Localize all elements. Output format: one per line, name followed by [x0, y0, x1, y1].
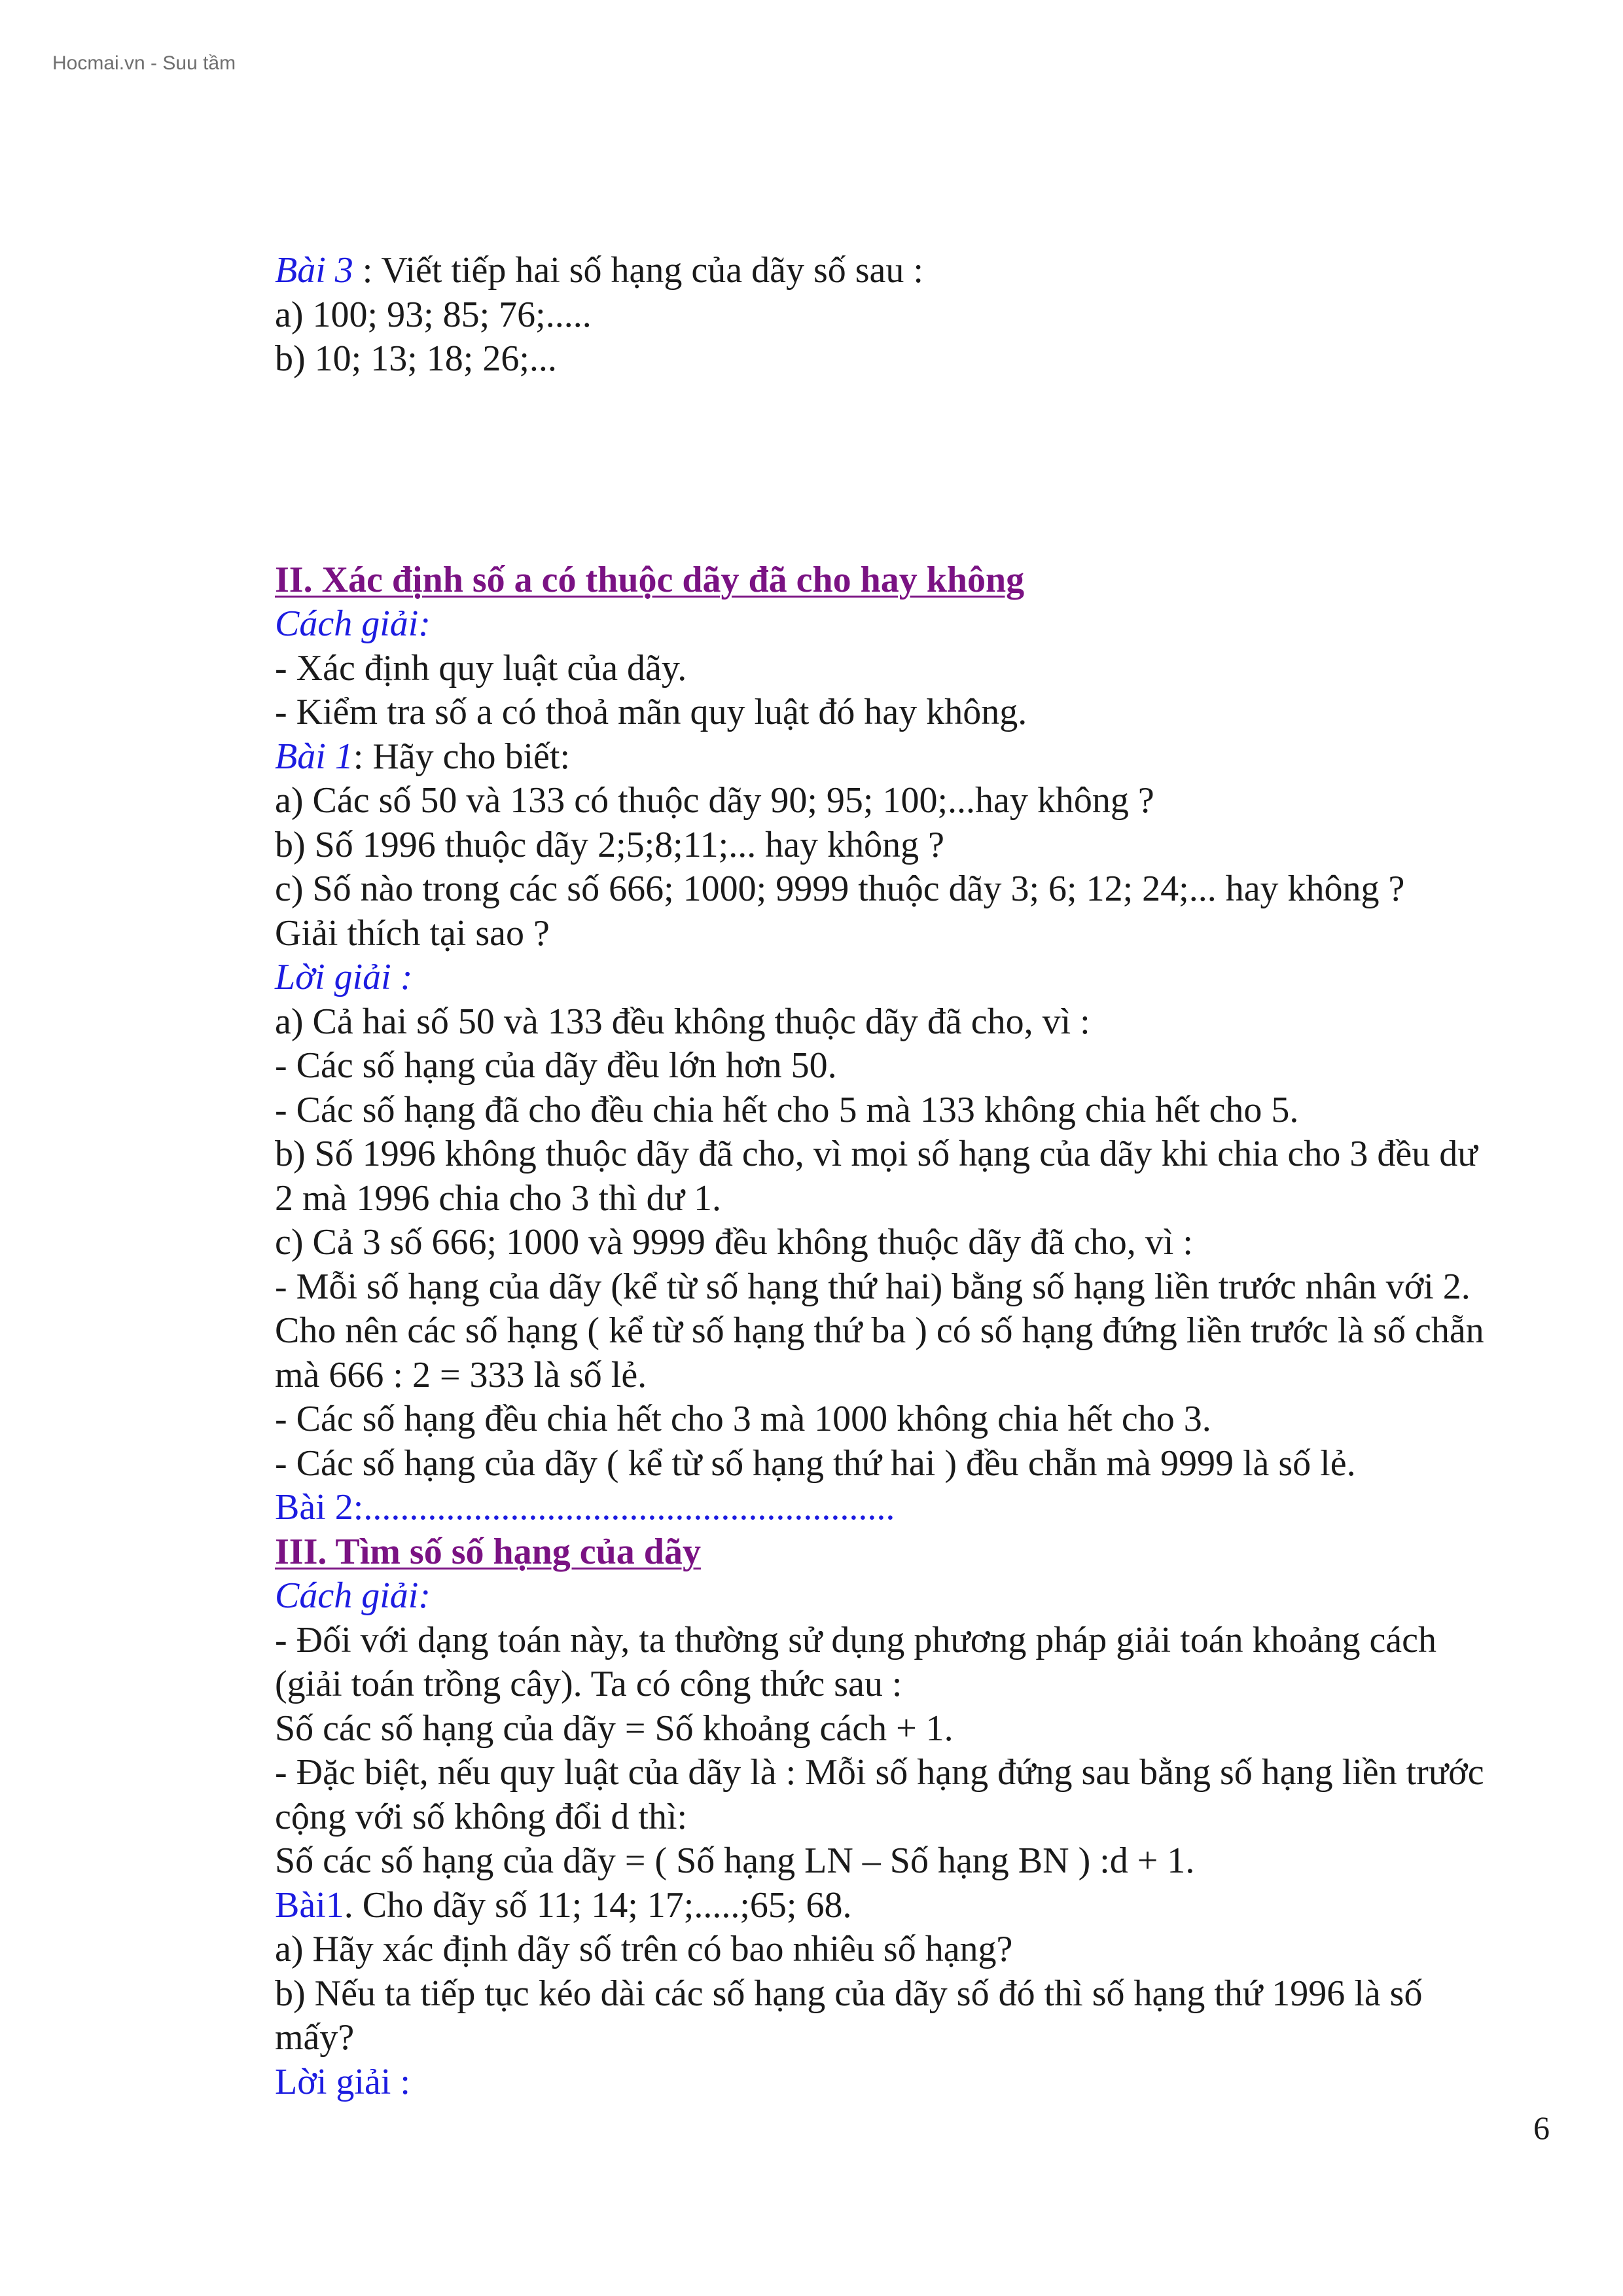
section-2-exercise-2: Bài 2:.......................................................... — [275, 1487, 895, 1528]
section-2-exercise-1-line: Giải thích tại sao ? — [275, 912, 550, 954]
section-2-exercise-1-line: c) Số nào trong các số 666; 1000; 9999 thuộc dãy 3; 6; 12; 24;... hay không ? — [275, 869, 1405, 909]
section-2-exercise-1-text: : Hãy cho biết: — [353, 736, 571, 777]
section-2-solution-line: - Các số hạng của dãy ( kể từ số hạng thứ hai ) đều chẵn mà 9999 là số lẻ. — [275, 1443, 1356, 1484]
section-2-solution-line: Cho nên các số hạng ( kể từ số hạng thứ ba ) có số hạng đứng liền trước là số chẵn — [275, 1310, 1484, 1351]
section-2-solution-line: a) Cả hai số 50 và 133 đều không thuộc dãy đã cho, vì : — [275, 1001, 1090, 1042]
section-3-exercise-1-line: mấy? — [275, 2017, 355, 2058]
section-3-method-line: - Đối với dạng toán này, ta thường sử dụng phương pháp giải toán khoảng cách — [275, 1619, 1437, 1660]
section-3-heading: III. Tìm số số hạng của dãy — [275, 1531, 701, 1572]
section-2-solution-line: - Mỗi số hạng của dãy (kể từ số hạng thứ hai) bằng số hạng liền trước nhân với 2. — [275, 1266, 1471, 1307]
section-2-exercise-1-line: b) Số 1996 thuộc dãy 2;5;8;11;... hay không ? — [275, 824, 944, 865]
section-2-method-line: - Xác định quy luật của dãy. — [275, 647, 687, 689]
section-2-exercise-1-title — [275, 735, 1571, 780]
section-3-method-line: (giải toán trồng cây). Ta có công thức sau : — [275, 1664, 902, 1704]
section-2-method-label: Cách giải: — [275, 603, 431, 644]
section-2-method-line: - Kiểm tra số a có thoả mãn quy luật đó hay không. — [275, 692, 1027, 732]
section-2-heading: II. Xác định số a có thuộc dãy đã cho hay không — [275, 559, 1025, 600]
page-number: 6 — [1533, 2109, 1550, 2146]
section-3-method-label: Cách giải: — [275, 1575, 431, 1616]
section-3-exercise-1-title — [275, 1884, 1571, 1928]
section-3-method-line: - Đặc biệt, nếu quy luật của dãy là : Mỗi số hạng đứng sau bằng số hạng liền trước — [275, 1752, 1484, 1793]
section-2-exercise-1-line: a) Các số 50 và 133 có thuộc dãy 90; 95; 100;...hay không ? — [275, 780, 1154, 821]
section-3-exercise-1-line: a) Hãy xác định dãy số trên có bao nhiêu số hạng? — [275, 1929, 1013, 1969]
section-3-exercise-1-line: b) Nếu ta tiếp tục kéo dài các số hạng của dãy số đó thì số hạng thứ 1996 là số — [275, 1973, 1423, 2014]
section-2-solution-line: b) Số 1996 không thuộc dãy đã cho, vì mọi số hạng của dãy khi chia cho 3 đều dư — [275, 1134, 1478, 1174]
section-2-solution-label: Lời giải : — [275, 957, 413, 997]
section-3-solution-label: Lời giải : — [275, 2061, 410, 2102]
section-2-solution-line: - Các số hạng đều chia hết cho 3 mà 1000 không chia hết cho 3. — [275, 1399, 1211, 1439]
exercise-3-part-b: b) 10; 13; 18; 26;... — [275, 338, 557, 379]
section-2-solution-line: mà 666 : 2 = 333 là số lẻ. — [275, 1354, 647, 1395]
exercise-3-text: : Viết tiếp hai số hạng của dãy số sau : — [353, 250, 923, 291]
section-2-solution-line: c) Cả 3 số 666; 1000 và 9999 đều không thuộc dãy đã cho, vì : — [275, 1222, 1193, 1263]
section-3-exercise-1-label: Bài1 — [275, 1884, 344, 1926]
section-2-solution-line: - Các số hạng của dãy đều lớn hơn 50. — [275, 1045, 837, 1086]
section-3-method-line: cộng với số không đổi d thì: — [275, 1796, 688, 1837]
exercise-3-part-a: a) 100; 93; 85; 76;..... — [275, 294, 592, 335]
section-3-method-line: Số các số hạng của dãy = ( Số hạng LN – Số hạng BN ) :d + 1. — [275, 1840, 1195, 1881]
exercise-3-label: Bài 3 — [275, 250, 353, 291]
document-body — [275, 249, 1571, 2104]
section-2-solution-line: 2 mà 1996 chia cho 3 thì dư 1. — [275, 1177, 722, 1219]
section-3-method-line: Số các số hạng của dãy = Số khoảng cách + 1. — [275, 1708, 954, 1749]
section-2-solution-line: - Các số hạng đã cho đều chia hết cho 5 mà 133 không chia hết cho 5. — [275, 1089, 1299, 1130]
exercise-3-title — [275, 249, 1571, 293]
source-watermark: Hocmai.vn - Suu tầm — [52, 52, 236, 74]
section-2-exercise-1-label: Bài 1 — [275, 736, 353, 777]
section-3-exercise-1-text: . Cho dãy số 11; 14; 17;.....;65; 68. — [344, 1884, 852, 1926]
